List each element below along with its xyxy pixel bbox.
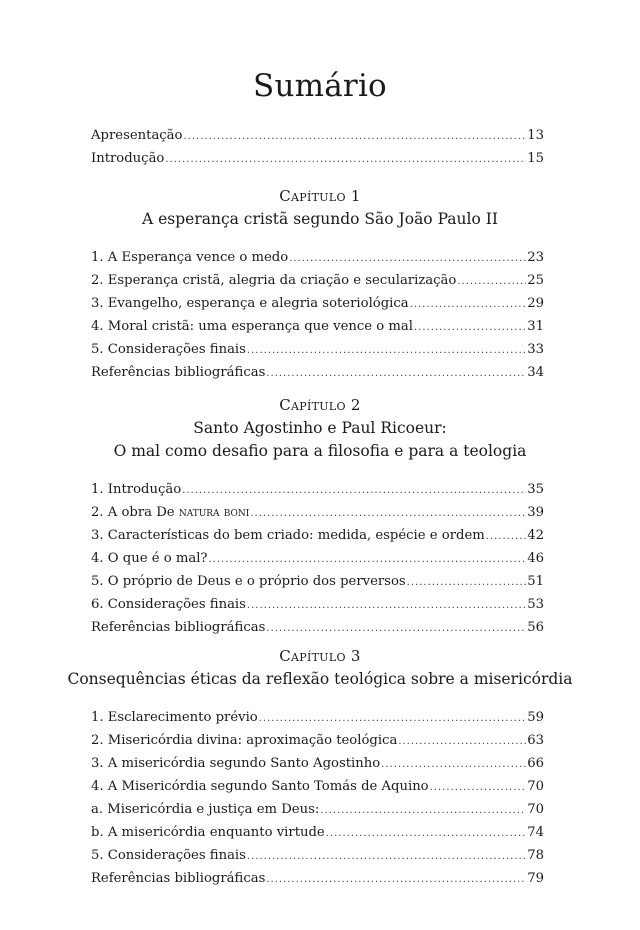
entry-label: 2. Esperança cristã, alegria da criação e secularização [91, 273, 457, 288]
leader-dots [259, 707, 526, 730]
entry-label: Apresentação [91, 128, 183, 143]
entry-label: b. A misericórdia enquanto virtude [91, 825, 325, 840]
chapter-label: Capítulo 2 [279, 396, 361, 414]
leader-dots [414, 316, 526, 339]
leader-dots [289, 247, 526, 270]
entry-page: 33 [527, 342, 544, 357]
entry-page: 31 [527, 319, 544, 334]
leader-dots [410, 293, 527, 316]
leader-dots [457, 270, 526, 293]
toc-entry [91, 706, 544, 729]
leader-dots [486, 525, 526, 548]
toc-entry [91, 292, 544, 315]
leader-dots [247, 594, 526, 617]
toc-entry [91, 269, 544, 292]
entry-label: Introdução [91, 151, 165, 166]
leader-dots [398, 730, 526, 753]
toc-entry [91, 821, 544, 844]
work-title: natura boni [178, 505, 250, 520]
entry-label: 1. A Esperança vence o medo [91, 250, 289, 265]
entry-page: 51 [527, 574, 544, 589]
entry-page: 56 [527, 620, 544, 635]
entry-label: 6. Considerações finais [91, 597, 246, 612]
toc-entry [91, 547, 544, 570]
leader-dots [381, 753, 526, 776]
entry-page: 15 [527, 151, 544, 166]
chapter-1-heading [0, 185, 640, 231]
entry-label: 4. Moral cristã: uma esperança que vence o mal [91, 319, 414, 334]
chapter-label: Capítulo 1 [279, 187, 361, 205]
front-matter-list [91, 124, 544, 170]
entry-page: 74 [527, 825, 544, 840]
toc-entry [91, 729, 544, 752]
entry-label: 5. Considerações finais [91, 342, 246, 357]
toc-entry-apresentacao [91, 124, 544, 147]
entry-label: Referências bibliográficas [91, 871, 266, 886]
toc-entry [91, 752, 544, 775]
leader-dots [165, 148, 526, 171]
entry-label: 1. Esclarecimento prévio [91, 710, 258, 725]
toc-entry [91, 616, 544, 639]
toc-entry [91, 593, 544, 616]
entry-page: 53 [527, 597, 544, 612]
entry-page: 78 [527, 848, 544, 863]
chapter-3-entries [91, 706, 544, 890]
entry-page: 63 [527, 733, 544, 748]
entry-page: 23 [527, 250, 544, 265]
entry-page: 46 [527, 551, 544, 566]
toc-entry [91, 867, 544, 890]
toc-entry [91, 775, 544, 798]
toc-entry [91, 315, 544, 338]
entry-page: 25 [527, 273, 544, 288]
toc-entry [91, 844, 544, 867]
entry-page: 13 [527, 128, 544, 143]
chapter-subtitle: Consequências éticas da reflexão teológica sobre a misericórdia [67, 670, 573, 688]
leader-dots [247, 845, 526, 868]
chapter-subtitle: Santo Agostinho e Paul Ricoeur: [193, 419, 447, 437]
entry-label-prefix: 2. A obra De [91, 505, 179, 520]
entry-label: 2. Misericórdia divina: aproximação teológica [91, 733, 398, 748]
leader-dots [184, 125, 527, 148]
entry-label: 5. O próprio de Deus e o próprio dos perversos [91, 574, 406, 589]
toc-entry [91, 246, 544, 269]
leader-dots [182, 479, 526, 502]
leader-dots [250, 502, 526, 525]
leader-dots [266, 868, 526, 891]
toc-entry [91, 798, 544, 821]
entry-page: 79 [527, 871, 544, 886]
toc-entry [91, 361, 544, 384]
page-title: Sumário [253, 68, 387, 104]
entry-page: 70 [527, 779, 544, 794]
leader-dots [326, 822, 526, 845]
entry-page: 70 [527, 802, 544, 817]
chapter-subtitle: A esperança cristã segundo São João Paulo II [141, 210, 498, 228]
leader-dots [209, 548, 527, 571]
entry-label: 4. A Misericórdia segundo Santo Tomás de Aquino [91, 779, 429, 794]
entry-label: 3. Características do bem criado: medida, espécie e ordem [91, 528, 485, 543]
chapter-label: Capítulo 3 [279, 647, 361, 665]
entry-label: 1. Introdução [91, 482, 182, 497]
leader-dots [320, 799, 526, 822]
entry-label: 5. Considerações finais [91, 848, 246, 863]
entry-label: 3. A misericórdia segundo Santo Agostinho [91, 756, 381, 771]
toc-entry [91, 338, 544, 361]
entry-page: 66 [527, 756, 544, 771]
toc-entry [91, 524, 544, 547]
chapter-3-heading [0, 645, 640, 691]
leader-dots [266, 617, 526, 640]
entry-page: 59 [527, 710, 544, 725]
leader-dots [247, 339, 526, 362]
entry-page: 34 [527, 365, 544, 380]
toc-entry-introducao [91, 147, 544, 170]
entry-label: a. Misericórdia e justiça em Deus: [91, 802, 320, 817]
entry-label: Referências bibliográficas [91, 365, 266, 380]
chapter-2-heading [0, 394, 640, 463]
entry-page: 29 [527, 296, 544, 311]
leader-dots [407, 571, 527, 594]
entry-label: 4. O que é o mal? [91, 551, 208, 566]
entry-page: 39 [527, 505, 544, 520]
chapter-1-entries [91, 246, 544, 384]
toc-entry [91, 570, 544, 593]
entry-label [91, 501, 249, 524]
chapter-subtitle: O mal como desafio para a filosofia e para a teologia [113, 442, 527, 460]
leader-dots [430, 776, 527, 799]
toc-entry [91, 501, 544, 524]
entry-page: 35 [527, 482, 544, 497]
toc-entry [91, 478, 544, 501]
entry-page: 42 [527, 528, 544, 543]
chapter-2-entries [91, 478, 544, 639]
leader-dots [266, 362, 526, 385]
entry-label: 3. Evangelho, esperança e alegria soteriológica [91, 296, 409, 311]
entry-label: Referências bibliográficas [91, 620, 266, 635]
